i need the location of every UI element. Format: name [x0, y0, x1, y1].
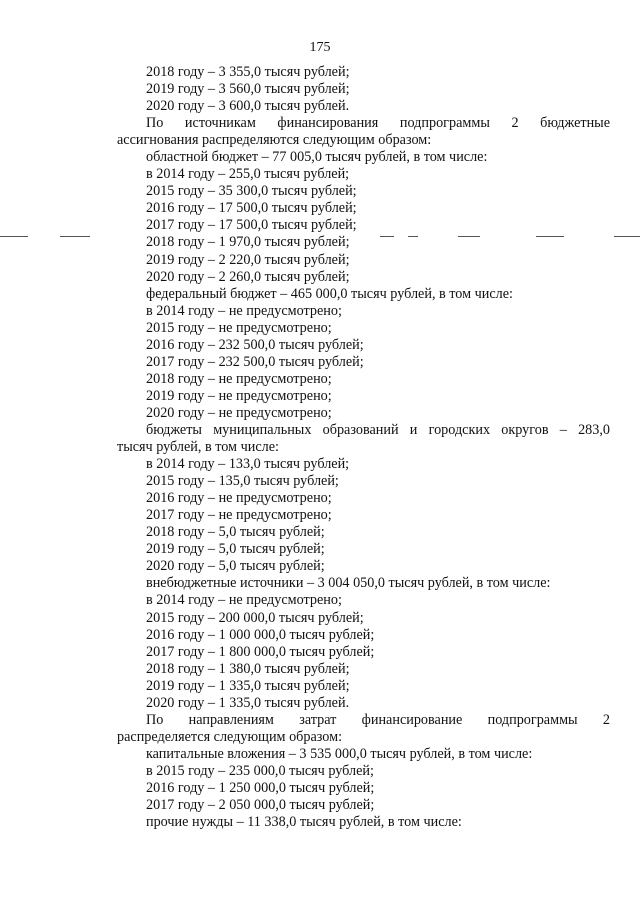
text-line: областной бюджет – 77 005,0 тысяч рублей, в том числе:	[146, 149, 488, 166]
text-line: 2019 году – 2 220,0 тысяч рублей;	[146, 251, 350, 268]
text-line: бюджеты муниципальных образований и городских округов – 283,0	[146, 421, 610, 438]
text-line: 2016 году – 1 250 000,0 тысяч рублей;	[146, 779, 375, 796]
scan-line-artifact	[614, 236, 640, 237]
text-line: 2015 году – 135,0 тысяч рублей;	[146, 473, 339, 490]
text-line: 2019 году – 1 335,0 тысяч рублей;	[146, 677, 350, 694]
text-line: 2020 году – 3 600,0 тысяч рублей.	[146, 98, 350, 115]
text-line: 2017 году – 1 800 000,0 тысяч рублей;	[146, 643, 375, 660]
text-line: в 2014 году – 255,0 тысяч рублей;	[146, 166, 350, 183]
text-line: По направлениям затрат финансирование подпрограммы 2	[146, 711, 610, 728]
scan-line-artifact	[60, 236, 90, 237]
text-line: капитальные вложения – 3 535 000,0 тысяч рублей, в том числе:	[146, 745, 533, 762]
text-line: федеральный бюджет – 465 000,0 тысяч рублей, в том числе:	[146, 285, 513, 302]
scan-line-artifact	[0, 236, 28, 237]
text-line: 2015 году – 35 300,0 тысяч рублей;	[146, 183, 357, 200]
text-line: тысяч рублей, в том числе:	[117, 439, 279, 456]
text-line: 2020 году – 2 260,0 тысяч рублей;	[146, 268, 350, 285]
text-line: 2020 году – 5,0 тысяч рублей;	[146, 558, 325, 575]
text-line: ассигнования распределяются следующим образом:	[117, 132, 432, 149]
text-line: 2019 году – 3 560,0 тысяч рублей;	[146, 81, 350, 98]
text-line: 2019 году – не предусмотрено;	[146, 387, 332, 404]
text-line: 2017 году – 2 050 000,0 тысяч рублей;	[146, 797, 375, 814]
text-line: распределяется следующим образом:	[117, 728, 343, 745]
text-line: прочие нужды – 11 338,0 тысяч рублей, в том числе:	[146, 814, 462, 831]
text-line: 2017 году – 232 500,0 тысяч рублей;	[146, 353, 364, 370]
document-body	[117, 64, 610, 831]
text-line: в 2014 году – 133,0 тысяч рублей;	[146, 456, 350, 473]
text-line: 2018 году – 1 380,0 тысяч рублей;	[146, 660, 350, 677]
text-line: в 2014 году – не предусмотрено;	[146, 302, 342, 319]
page-number: 175	[309, 40, 331, 55]
text-line: 2018 году – 1 970,0 тысяч рублей;	[146, 234, 350, 251]
text-line: 2019 году – 5,0 тысяч рублей;	[146, 541, 325, 558]
text-line: 2015 году – не предусмотрено;	[146, 319, 332, 336]
text-line: 2017 году – не предусмотрено;	[146, 507, 332, 524]
text-line: внебюджетные источники – 3 004 050,0 тысяч рублей, в том числе:	[146, 575, 551, 592]
text-line: 2020 году – 1 335,0 тысяч рублей.	[146, 694, 350, 711]
text-line: 2018 году – 5,0 тысяч рублей;	[146, 524, 325, 541]
text-line: 2016 году – 17 500,0 тысяч рублей;	[146, 200, 357, 217]
text-line: 2016 году – не предусмотрено;	[146, 490, 332, 507]
text-line: По источникам финансирования подпрограммы 2 бюджетные	[146, 115, 610, 132]
text-line: 2016 году – 1 000 000,0 тысяч рублей;	[146, 626, 375, 643]
text-line: 2015 году – 200 000,0 тысяч рублей;	[146, 609, 364, 626]
text-line: 2018 году – не предусмотрено;	[146, 370, 332, 387]
text-line: 2020 году – не предусмотрено;	[146, 404, 332, 421]
text-line: в 2014 году – не предусмотрено;	[146, 592, 342, 609]
text-line: 2016 году – 232 500,0 тысяч рублей;	[146, 336, 364, 353]
text-line: 2018 году – 3 355,0 тысяч рублей;	[146, 64, 350, 80]
text-line: в 2015 году – 235 000,0 тысяч рублей;	[146, 762, 374, 779]
text-line: 2017 году – 17 500,0 тысяч рублей;	[146, 217, 357, 234]
